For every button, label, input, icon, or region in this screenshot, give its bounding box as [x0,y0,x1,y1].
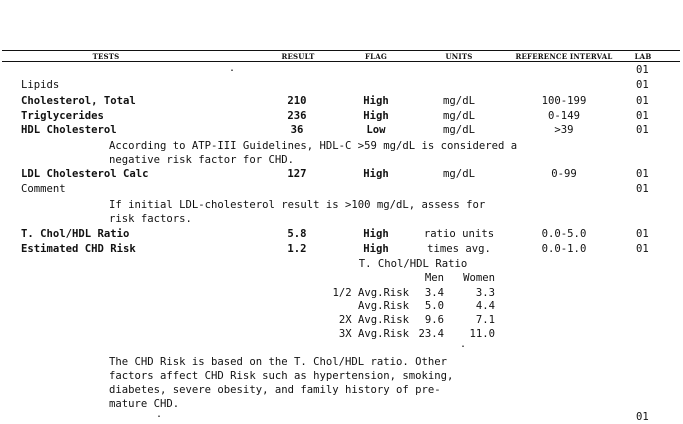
test-name: LDL Cholesterol Calc [21,168,149,180]
section-title-lipids: Lipids [21,79,60,91]
lab-code: 01 [636,168,649,180]
hdl-note-line: According to ATP-III Guidelines, HDL-C >59 mg/dL is considered a [109,140,518,152]
units-value: mg/dL [443,168,475,180]
reference-value: 0-149 [548,110,580,122]
lab-code: 01 [636,243,649,255]
risk-women: 11.0 [469,328,495,340]
scan-speck: . [460,339,467,350]
header-lab: LAB [634,52,652,61]
lab-code: 01 [636,183,649,195]
header-bottom-rule [2,61,680,62]
reference-value: 0.0-5.0 [541,228,587,240]
test-name: Triglycerides [21,110,104,122]
header-flag: FLAG [364,52,388,61]
result-value: 36 [290,124,304,136]
flag-value: High [363,228,389,240]
risk-label: 1/2 Avg.Risk [332,287,409,299]
units-value: times avg. [427,243,491,255]
test-name: HDL Cholesterol [21,124,117,136]
reference-value: 100-199 [541,95,587,107]
header-result: RESULT [281,52,315,61]
hdl-note-line: negative risk factor for CHD. [109,154,294,166]
test-name: Cholesterol, Total [21,95,136,107]
comment-label: Comment [21,183,66,195]
lab-code: 01 [636,110,649,122]
comment-note-line: If initial LDL-cholesterol result is >100 mg/dL, assess for [109,199,486,211]
lab-code: 01 [636,95,649,107]
header-tests: TESTS [92,52,120,61]
reference-value: 0.0-1.0 [541,243,587,255]
comment-note-line: risk factors. [109,213,192,225]
risk-col-men: Men [424,272,444,284]
risk-men: 3.4 [424,287,444,299]
chd-note-line: mature CHD. [109,398,180,410]
risk-col-women: Women [463,272,495,284]
risk-men: 5.0 [424,300,444,312]
risk-table-title: T. Chol/HDL Ratio [358,258,468,270]
flag-value: High [363,243,389,255]
risk-women: 3.3 [475,287,495,299]
risk-men: 9.6 [424,314,444,326]
result-value: 1.2 [287,243,307,255]
test-name: Estimated CHD Risk [21,243,136,255]
chd-note-line: diabetes, severe obesity, and family history of pre- [109,384,441,396]
reference-value: 0-99 [551,168,577,180]
lab-code: 01 [636,411,649,423]
lab-code: 01 [636,124,649,136]
units-value: mg/dL [443,110,475,122]
flag-value: High [363,110,389,122]
risk-women: 7.1 [475,314,495,326]
units-value: ratio units [423,228,495,240]
risk-label: Avg.Risk [357,300,409,312]
scan-speck: . [229,63,236,74]
header-reference-interval: REFERENCE INTERVAL [515,52,613,61]
units-value: mg/dL [443,124,475,136]
result-value: 210 [287,95,307,107]
risk-men: 23.4 [418,328,444,340]
flag-value: High [363,95,389,107]
scan-speck: . [156,409,163,420]
risk-women: 4.4 [475,300,495,312]
header-units: UNITS [445,52,473,61]
flag-value: Low [366,124,386,136]
result-value: 5.8 [287,228,307,240]
risk-label: 3X Avg.Risk [338,328,409,340]
lab-code: 01 [636,228,649,240]
lab-code: 01 [636,64,649,76]
flag-value: High [363,168,389,180]
chd-note-line: The CHD Risk is based on the T. Chol/HDL ratio. Other [109,356,448,368]
risk-label: 2X Avg.Risk [338,314,409,326]
reference-value: >39 [554,124,574,136]
result-value: 236 [287,110,307,122]
header-top-rule [2,50,680,51]
units-value: mg/dL [443,95,475,107]
lab-code: 01 [636,79,649,91]
test-name: T. Chol/HDL Ratio [21,228,130,240]
chd-note-line: factors affect CHD Risk such as hypertension, smoking, [109,370,454,382]
result-value: 127 [287,168,307,180]
